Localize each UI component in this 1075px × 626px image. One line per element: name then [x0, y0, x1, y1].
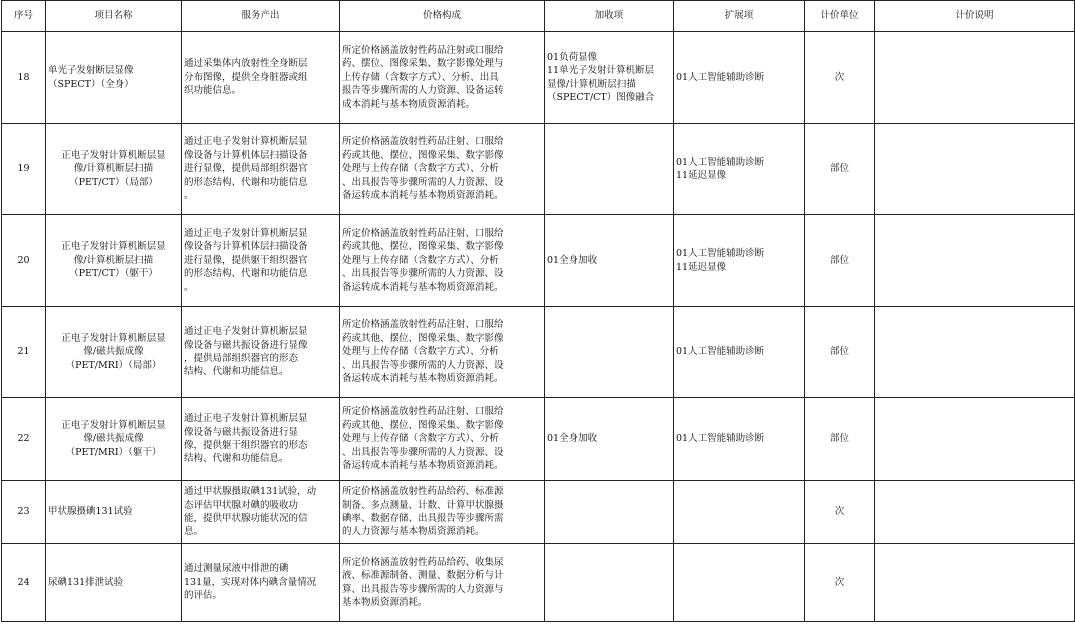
- cell-no: 24: [2, 544, 46, 622]
- cell-no: 19: [2, 124, 46, 215]
- table-row: [2, 32, 1075, 124]
- cell-note: [875, 307, 1075, 398]
- cell-price: 所定价格涵盖放射性药品给药、收集尿 液、标准源制备、测量、数据分析与计 算、出具报告等步骤所需的人力资源与 基本物质资源消耗。: [340, 544, 545, 622]
- header-unit: 计价单位: [805, 1, 875, 32]
- header-note: 计价说明: [875, 1, 1075, 32]
- table-row: [2, 124, 1075, 215]
- table-row: [2, 544, 1075, 622]
- cell-note: [875, 481, 1075, 544]
- cell-name: 正电子发射计算机断层显 像/计算机断层扫描 （PET/CT）（局部）: [46, 124, 182, 215]
- cell-name: 正电子发射计算机断层显 像/磁共振成像 （PET/MRI）（躯干）: [46, 398, 182, 481]
- table-row: [2, 307, 1075, 398]
- header-extension: 扩展项: [674, 1, 805, 32]
- cell-output: 通过测量尿液中排泄的碘 131量，实现对体内碘含量情况 的评估。: [182, 544, 340, 622]
- cell-name: 正电子发射计算机断层显 像/磁共振成像 （PET/MRI）（局部）: [46, 307, 182, 398]
- cell-no: 18: [2, 32, 46, 124]
- cell-note: [875, 398, 1075, 481]
- cell-note: [875, 32, 1075, 124]
- cell-name: 甲状腺摄碘131试验: [46, 481, 182, 544]
- cell-price: 所定价格涵盖放射性药品注射、口服给 药或其他、摆位、图像采集、数字影像 处理与上传存储（含数字方式）、分析 、出具报告等步骤所需的人力资源、设 备运转成本消耗与基本物质资源消耗。: [340, 124, 545, 215]
- cell-no: 23: [2, 481, 46, 544]
- cell-name: 正电子发射计算机断层显 像/计算机断层扫描 （PET/CT）（躯干）: [46, 215, 182, 307]
- cell-unit: 次: [805, 481, 875, 544]
- cell-output: 通过采集体内放射性全身断层 分布图像，提供全身脏器或组 织功能信息。: [182, 32, 340, 124]
- table-row: [2, 481, 1075, 544]
- cell-price: 所定价格涵盖放射性药品给药、标准源 制备、多点测量、计数、计算甲状腺摄 碘率、数据存储、出具报告等步骤所需 的人力资源与基本物质资源消耗。: [340, 481, 545, 544]
- cell-extension: [674, 544, 805, 622]
- cell-surcharge: [545, 481, 674, 544]
- cell-extension: 01人工智能辅助诊断 11延迟显像: [674, 215, 805, 307]
- cell-surcharge: 01负荷显像 11单光子发射计算机断层 显像/计算机断层扫描 （SPECT/CT）图像融合: [545, 32, 674, 124]
- cell-output: 通过正电子发射计算机断层显 像设备与磁共振设备进行显像 ，提供局部组织器官的形态 结构、代谢和功能信息。: [182, 307, 340, 398]
- cell-no: 20: [2, 215, 46, 307]
- cell-no: 21: [2, 307, 46, 398]
- cell-unit: 次: [805, 32, 875, 124]
- cell-surcharge: [545, 307, 674, 398]
- cell-surcharge: 01全身加收: [545, 398, 674, 481]
- cell-output: 通过甲状腺摄取碘131试验，动 态评估甲状腺对碘的吸收功 能，提供甲状腺功能状况的信 息。: [182, 481, 340, 544]
- header-row: [2, 1, 1075, 32]
- cell-surcharge: [545, 124, 674, 215]
- cell-extension: 01人工智能辅助诊断: [674, 398, 805, 481]
- cell-name: 单光子发射断层显像 （SPECT）（全身）: [46, 32, 182, 124]
- cell-output: 通过正电子发射计算机断层显 像设备与磁共振设备进行显 像，提供躯干组织器官的形态 结构、代谢和功能信息。: [182, 398, 340, 481]
- cell-unit: 部位: [805, 307, 875, 398]
- cell-unit: 部位: [805, 215, 875, 307]
- header-surcharge: 加收项: [545, 1, 674, 32]
- cell-name: 尿碘131排泄试验: [46, 544, 182, 622]
- cell-price: 所定价格涵盖放射性药品注射、口服给 药或其他、摆位、图像采集、数字影像 处理与上传存储（含数字方式）、分析 、出具报告等步骤所需的人力资源、设 备运转成本消耗与基本物质资源消耗。: [340, 307, 545, 398]
- table-row: [2, 215, 1075, 307]
- cell-price: 所定价格涵盖放射性药品注射或口服给 药、摆位、图像采集、数字影像处理与 上传存储（含数字方式）、分析、出具 报告等步骤所需的人力资源、设备运转 成本消耗与基本物质资源消耗。: [340, 32, 545, 124]
- cell-price: 所定价格涵盖放射性药品注射、口服给 药或其他、摆位、图像采集、数字影像 处理与上传存储（含数字方式）、分析 、出具报告等步骤所需的人力资源、设 备运转成本消耗与基本物质资源消耗。: [340, 215, 545, 307]
- header-no: 序号: [2, 1, 46, 32]
- cell-output: 通过正电子发射计算机断层显 像设备与计算机体层扫描设备 进行显像，提供躯干组织器官 的形态结构、代谢和功能信息 。: [182, 215, 340, 307]
- cell-surcharge: 01全身加收: [545, 215, 674, 307]
- pricing-table: [1, 0, 1075, 622]
- cell-extension: 01人工智能辅助诊断 11延迟显像: [674, 124, 805, 215]
- cell-note: [875, 215, 1075, 307]
- cell-extension: 01人工智能辅助诊断: [674, 32, 805, 124]
- cell-unit: 次: [805, 544, 875, 622]
- cell-note: [875, 124, 1075, 215]
- header-output: 服务产出: [182, 1, 340, 32]
- header-price: 价格构成: [340, 1, 545, 32]
- table-row: [2, 398, 1075, 481]
- cell-no: 22: [2, 398, 46, 481]
- cell-extension: 01人工智能辅助诊断: [674, 307, 805, 398]
- cell-output: 通过正电子发射计算机断层显 像设备与计算机体层扫描设备 进行显像，提供局部组织器官 的形态结构、代谢和功能信息 。: [182, 124, 340, 215]
- cell-surcharge: [545, 544, 674, 622]
- cell-extension: [674, 481, 805, 544]
- header-name: 项目名称: [46, 1, 182, 32]
- cell-note: [875, 544, 1075, 622]
- cell-price: 所定价格涵盖放射性药品注射、口服给 药或其他、摆位、图像采集、数字影像 处理与上传存储（含数字方式）、分析 、出具报告等步骤所需的人力资源、设 备运转成本消耗与基本物质资源消耗。: [340, 398, 545, 481]
- cell-unit: 部位: [805, 124, 875, 215]
- cell-unit: 部位: [805, 398, 875, 481]
